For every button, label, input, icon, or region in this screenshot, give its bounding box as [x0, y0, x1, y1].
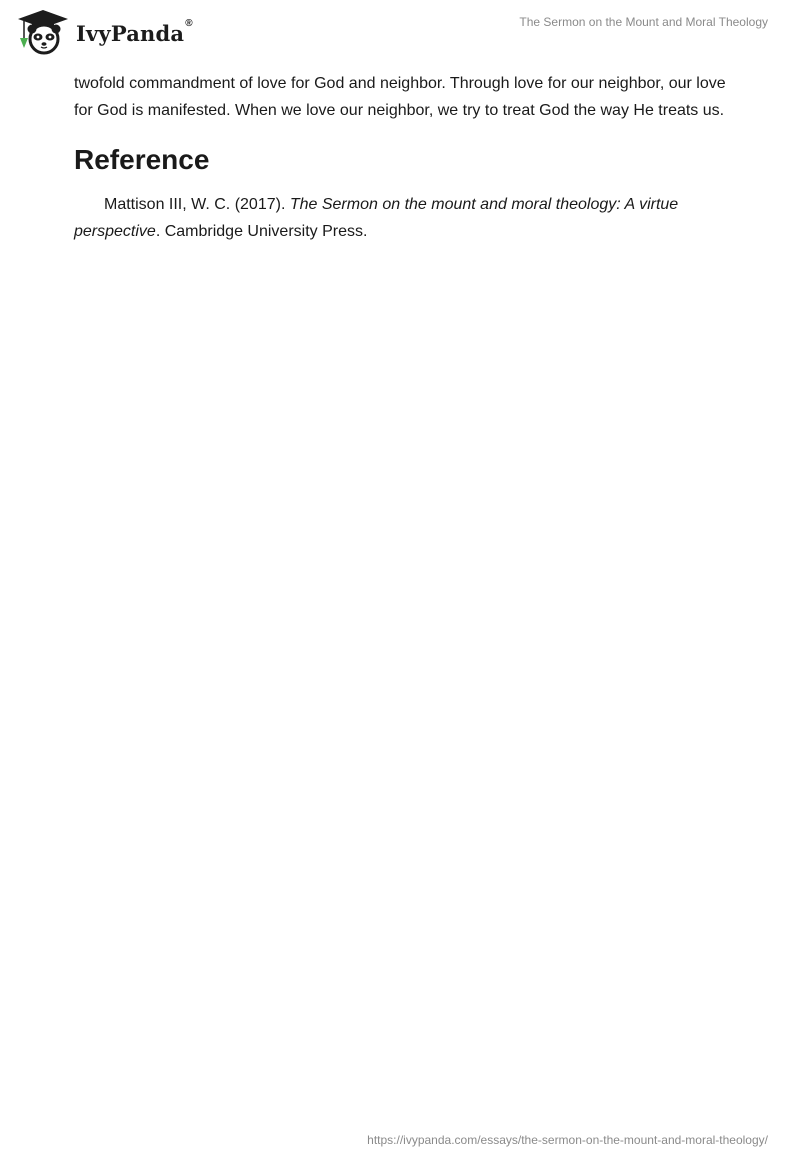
reference-publisher: . Cambridge University Press. — [155, 223, 368, 240]
registered-mark: ® — [185, 17, 193, 29]
reference-entry — [74, 191, 734, 245]
panda-graduate-icon — [14, 8, 72, 56]
footer-url-link[interactable]: https://ivypanda.com/essays/the-sermon-on-the-mount-and-moral-theology/ — [367, 1133, 768, 1147]
reference-title: The Sermon on the mount and moral theology: A virtue perspective — [74, 196, 679, 240]
ivypanda-logo[interactable] — [14, 8, 193, 56]
running-title: The Sermon on the Mount and Moral Theology — [519, 15, 768, 29]
reference-authors-year: Mattison III, W. C. (2017). — [104, 196, 290, 213]
page-header — [0, 0, 800, 60]
document-body — [74, 70, 734, 245]
body-paragraph: twofold commandment of love for God and neighbor. Through love for our neighbor, our love for God is manifested. When we love our neighbor, we try to treat God the way He treats us. — [74, 75, 726, 119]
reference-heading: Reference — [74, 144, 210, 175]
logo-wordmark: IvyPanda — [76, 20, 185, 46]
